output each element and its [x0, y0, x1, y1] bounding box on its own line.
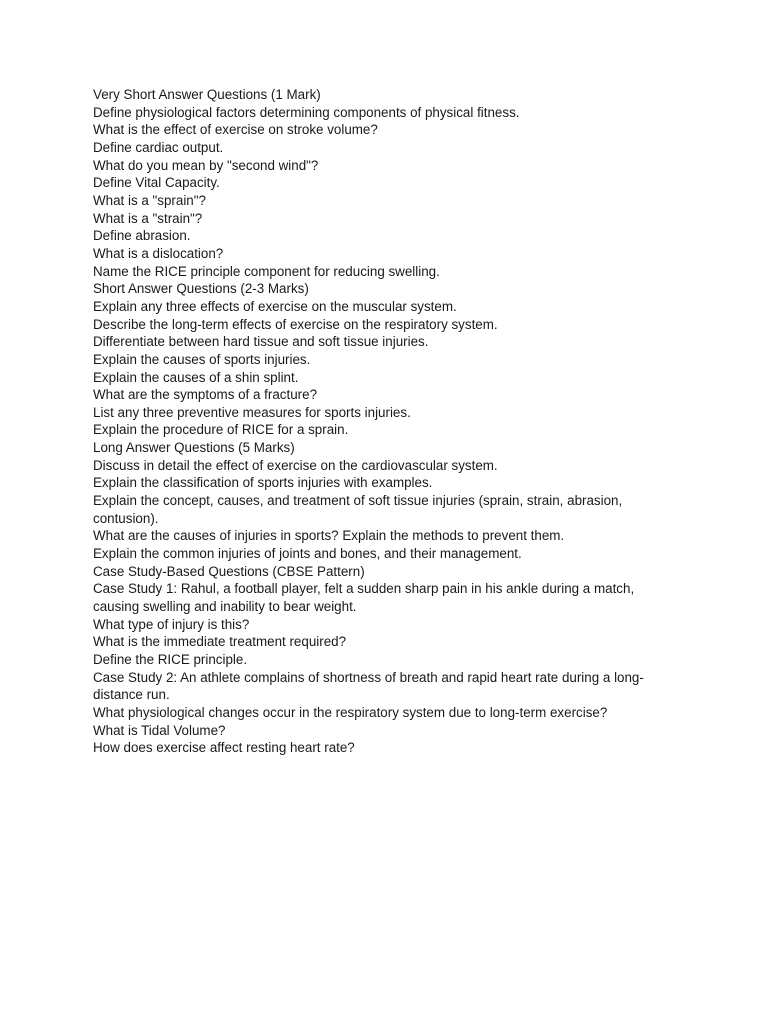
section-heading: Very Short Answer Questions (1 Mark)	[93, 87, 321, 102]
question-line: Describe the long-term effects of exercise on the respiratory system.	[93, 316, 498, 332]
question-line: What physiological changes occur in the respiratory system due to long-term exercise?	[93, 704, 608, 720]
question-line: What type of injury is this?	[93, 616, 250, 632]
question-line: List any three preventive measures for sports injuries.	[93, 404, 411, 420]
question-line: Name the RICE principle component for reducing swelling.	[93, 263, 440, 279]
question-line: What is a "sprain"?	[93, 192, 206, 208]
question-line: Define cardiac output.	[93, 139, 224, 155]
question-line: Define the RICE principle.	[93, 652, 248, 667]
question-line: Define Vital Capacity.	[93, 175, 220, 191]
question-line: Explain the causes of sports injuries.	[93, 351, 311, 367]
question-line: Explain the concept, causes, and treatment of soft tissue injuries (sprain, strain, abrasion, contusion).	[93, 493, 623, 526]
question-line: What is Tidal Volume?	[93, 722, 226, 738]
question-line: How does exercise affect resting heart rate?	[93, 740, 355, 756]
question-line: What is the effect of exercise on stroke volume?	[93, 122, 378, 138]
question-line: Define abrasion.	[93, 228, 191, 244]
case-study-text: Case Study 2: An athlete complains of shortness of breath and rapid heart rate during a long-distance run.	[93, 669, 644, 703]
question-line: What are the causes of injuries in sports? Explain the methods to prevent them.	[93, 528, 565, 544]
question-line: Differentiate between hard tissue and soft tissue injuries.	[93, 334, 429, 350]
case-study-text: Case Study 1: Rahul, a football player, felt a sudden sharp pain in his ankle during a match, causing swelling and inability to bear weight.	[93, 581, 635, 615]
section-heading: Long Answer Questions (5 Marks)	[93, 440, 295, 456]
question-line: Explain the common injuries of joints and bones, and their management.	[93, 546, 522, 562]
question-line: What is the immediate treatment required?	[93, 634, 347, 650]
section-heading: Case Study-Based Questions (CBSE Pattern)	[93, 563, 365, 579]
question-line: What is a dislocation?	[93, 245, 224, 261]
question-line: What do you mean by "second wind"?	[93, 157, 319, 173]
section-heading: Short Answer Questions (2-3 Marks)	[93, 281, 309, 297]
question-line: Discuss in detail the effect of exercise on the cardiovascular system.	[93, 457, 498, 473]
question-line: Explain the classification of sports injuries with examples.	[93, 475, 433, 491]
question-line: What is a "strain"?	[93, 210, 203, 226]
question-line: Explain the procedure of RICE for a sprain.	[93, 422, 349, 438]
question-line: Define physiological factors determining components of physical fitness.	[93, 104, 520, 120]
question-line: Explain the causes of a shin splint.	[93, 369, 299, 385]
document-body	[93, 86, 683, 757]
question-line: What are the symptoms of a fracture?	[93, 387, 318, 403]
question-line: Explain any three effects of exercise on the muscular system.	[93, 298, 457, 314]
